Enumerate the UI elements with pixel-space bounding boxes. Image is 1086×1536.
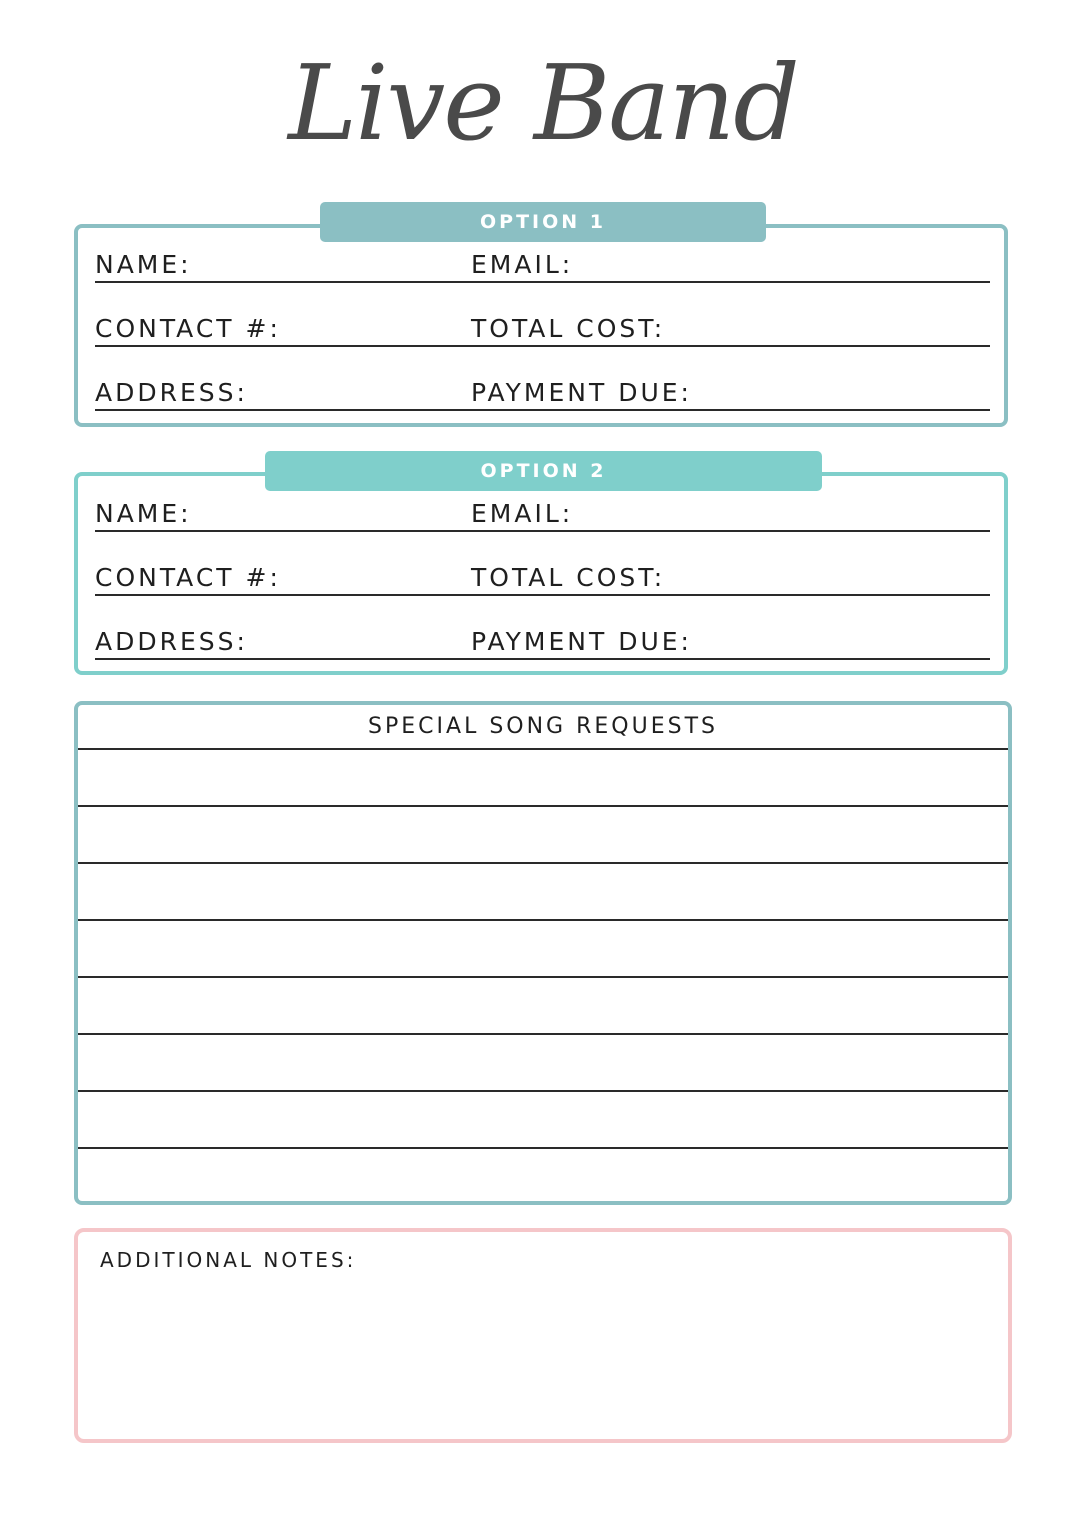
email-field[interactable]: EMAIL: [471,250,574,279]
option-1-row-3 [95,371,990,411]
song-request-line[interactable] [78,750,1008,807]
payment-due-field[interactable]: PAYMENT DUE: [471,378,692,407]
payment-due-field[interactable]: PAYMENT DUE: [471,627,692,656]
page-title: Live Band [288,42,798,164]
address-field[interactable]: ADDRESS: [95,378,248,407]
song-request-line[interactable] [78,1149,1008,1204]
song-request-line[interactable] [78,1035,1008,1092]
option-1-row-1 [95,243,990,283]
song-request-line[interactable] [78,864,1008,921]
option-1-tab: OPTION 1 [320,202,766,242]
option-2-row-3 [95,620,990,660]
contact-field[interactable]: CONTACT #: [95,563,281,592]
contact-field[interactable]: CONTACT #: [95,314,281,343]
song-request-line[interactable] [78,921,1008,978]
additional-notes-box[interactable] [74,1228,1012,1443]
song-request-line[interactable] [78,1092,1008,1149]
song-request-line[interactable] [78,978,1008,1035]
song-request-line[interactable] [78,807,1008,864]
address-field[interactable]: ADDRESS: [95,627,248,656]
song-requests-header: SPECIAL SONG REQUESTS [78,705,1008,750]
name-field[interactable]: NAME: [95,250,192,279]
option-1-row-2 [95,307,990,347]
email-field[interactable]: EMAIL: [471,499,574,528]
option-2-tab: OPTION 2 [265,451,822,491]
total-cost-field[interactable]: TOTAL COST: [471,314,666,343]
total-cost-field[interactable]: TOTAL COST: [471,563,666,592]
name-field[interactable]: NAME: [95,499,192,528]
option-2-row-2 [95,556,990,596]
option-2-row-1 [95,492,990,532]
song-requests-box [74,701,1012,1205]
additional-notes-label: ADDITIONAL NOTES: [100,1248,357,1272]
